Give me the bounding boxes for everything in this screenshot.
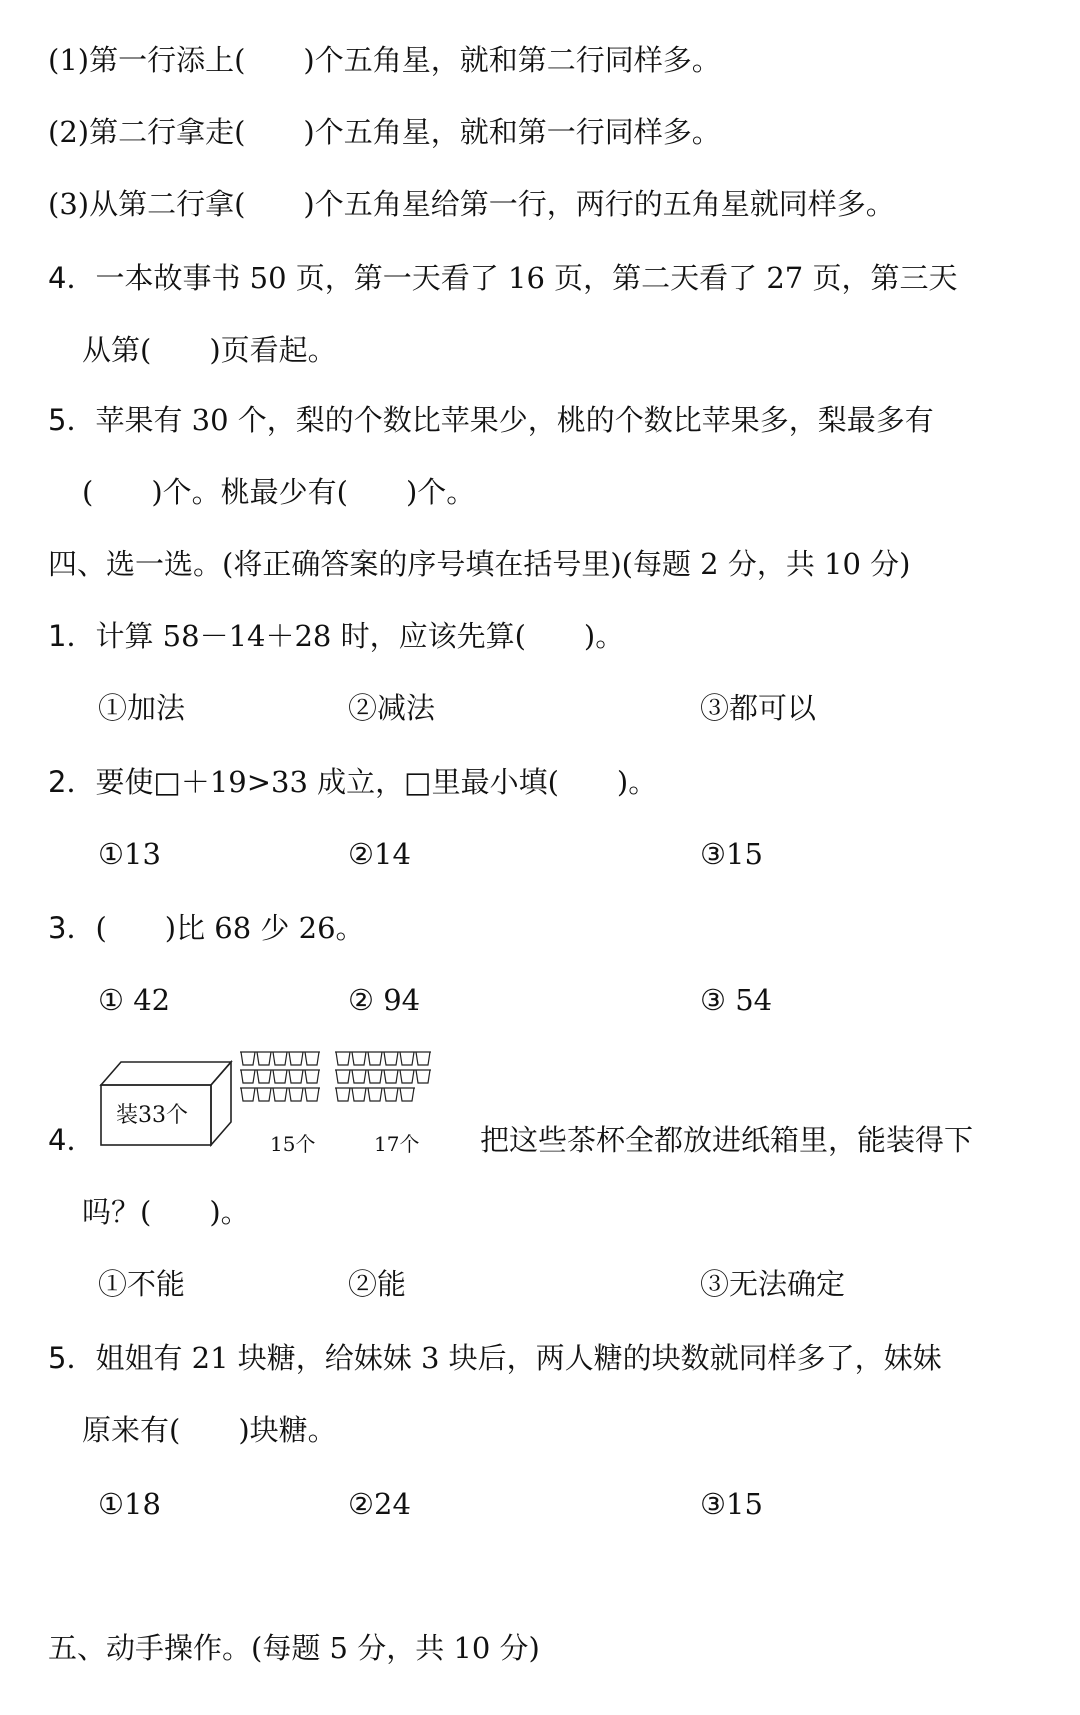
option-3: ③都可以 xyxy=(700,691,817,725)
teacup-icon xyxy=(399,1070,415,1083)
teacup-icon xyxy=(288,1070,304,1083)
question-number: 4． xyxy=(48,261,96,295)
choice-question-5 xyxy=(48,1338,942,1378)
option-1: ①不能 xyxy=(98,1267,186,1301)
question-5 xyxy=(48,400,934,440)
option-2: ②减法 xyxy=(348,691,436,725)
question-number: 4． xyxy=(48,1123,96,1157)
question-number: 3． xyxy=(48,911,96,945)
question-text: 要使□＋19>33 成立，□里最小填( )。 xyxy=(95,765,658,799)
teacup-icon xyxy=(367,1052,383,1065)
box-label: 装33个 xyxy=(116,1103,188,1128)
q3-sub2: (2)第二行拿走( )个五角星，就和第一行同样多。 xyxy=(48,115,721,149)
choice-question-2 xyxy=(48,762,657,802)
teacup-icon xyxy=(399,1088,415,1101)
option-2: ②24 xyxy=(348,1487,411,1521)
option-2: ② 94 xyxy=(348,983,421,1017)
choice-question-4-text: 把这些茶杯全都放进纸箱里，能装得下 xyxy=(480,1123,974,1157)
teacup-icon xyxy=(288,1052,304,1065)
teacup-icon xyxy=(288,1088,304,1101)
question-number: 5． xyxy=(48,1341,96,1375)
choice-question-4-cont: 吗？( )。 xyxy=(82,1195,250,1229)
teacup-icon xyxy=(399,1052,415,1065)
teacup-icon xyxy=(256,1070,272,1083)
choice-question-4-number xyxy=(48,1120,95,1160)
teacup-icon xyxy=(304,1070,320,1083)
option-1: ①18 xyxy=(98,1487,161,1521)
option-2: ②能 xyxy=(348,1267,407,1301)
teacup-icon xyxy=(256,1052,272,1065)
teacup-icon xyxy=(367,1088,383,1101)
teacup-icon xyxy=(351,1070,367,1083)
option-3: ③ 54 xyxy=(700,983,773,1017)
question-5-cont: ( )个。桃最少有( )个。 xyxy=(82,475,476,509)
question-text: ( )比 68 少 26。 xyxy=(95,911,365,945)
question-text: 苹果有 30 个，梨的个数比苹果少，桃的个数比苹果多，梨最多有 xyxy=(95,403,934,437)
teacup-icon xyxy=(351,1052,367,1065)
teacup-icon xyxy=(335,1052,351,1065)
cups-group-2-label: 17个 xyxy=(374,1132,420,1156)
option-3: ③15 xyxy=(700,837,763,871)
question-number: 1． xyxy=(48,619,96,653)
teacup-icon xyxy=(383,1070,399,1083)
teacup-icon xyxy=(351,1088,367,1101)
choice-question-3 xyxy=(48,908,365,948)
option-1: ①13 xyxy=(98,837,161,871)
teacup-icon xyxy=(415,1070,431,1083)
teacup-icon xyxy=(367,1070,383,1083)
box-and-cups-illustration xyxy=(96,1050,476,1160)
teacup-icon xyxy=(304,1088,320,1101)
teacup-icon xyxy=(272,1088,288,1101)
teacup-icon xyxy=(304,1052,320,1065)
section-5-title: 五、动手操作。(每题 5 分，共 10 分) xyxy=(48,1631,540,1665)
teacup-icon xyxy=(383,1052,399,1065)
question-4 xyxy=(48,258,957,298)
teacup-icon xyxy=(335,1070,351,1083)
teacup-icon xyxy=(256,1088,272,1101)
teacup-icon xyxy=(240,1070,256,1083)
option-1: ①加法 xyxy=(98,691,186,725)
teacup-icon xyxy=(240,1052,256,1065)
teacup-icon xyxy=(335,1088,351,1101)
teacups-group-1 xyxy=(240,1052,320,1101)
teacup-icon xyxy=(272,1052,288,1065)
question-4-cont: 从第( )页看起。 xyxy=(82,333,337,367)
option-1: ① 42 xyxy=(98,983,171,1017)
cups-group-1-label: 15个 xyxy=(270,1132,316,1156)
teacup-icon xyxy=(383,1088,399,1101)
option-2: ②14 xyxy=(348,837,411,871)
choice-question-1 xyxy=(48,616,624,656)
teacup-icon xyxy=(272,1070,288,1083)
question-text: 一本故事书 50 页，第一天看了 16 页，第二天看了 27 页，第三天 xyxy=(95,261,958,295)
question-number: 2． xyxy=(48,765,96,799)
teacup-icon xyxy=(415,1052,431,1065)
option-3: ③15 xyxy=(700,1487,763,1521)
question-number: 5． xyxy=(48,403,96,437)
section-4-title: 四、选一选。(将正确答案的序号填在括号里)(每题 2 分，共 10 分) xyxy=(48,547,911,581)
question-text: 姐姐有 21 块糖，给妹妹 3 块后，两人糖的块数就同样多了，妹妹 xyxy=(95,1341,942,1375)
question-text: 计算 58－14＋28 时，应该先算( )。 xyxy=(95,619,625,653)
option-3: ③无法确定 xyxy=(700,1267,846,1301)
q3-sub1: (1)第一行添上( )个五角星，就和第二行同样多。 xyxy=(48,43,721,77)
teacups-group-2 xyxy=(335,1052,431,1101)
q3-sub3: (3)从第二行拿( )个五角星给第一行，两行的五角星就同样多。 xyxy=(48,187,895,221)
teacup-icon xyxy=(240,1088,256,1101)
choice-question-5-cont: 原来有( )块糖。 xyxy=(82,1413,337,1447)
